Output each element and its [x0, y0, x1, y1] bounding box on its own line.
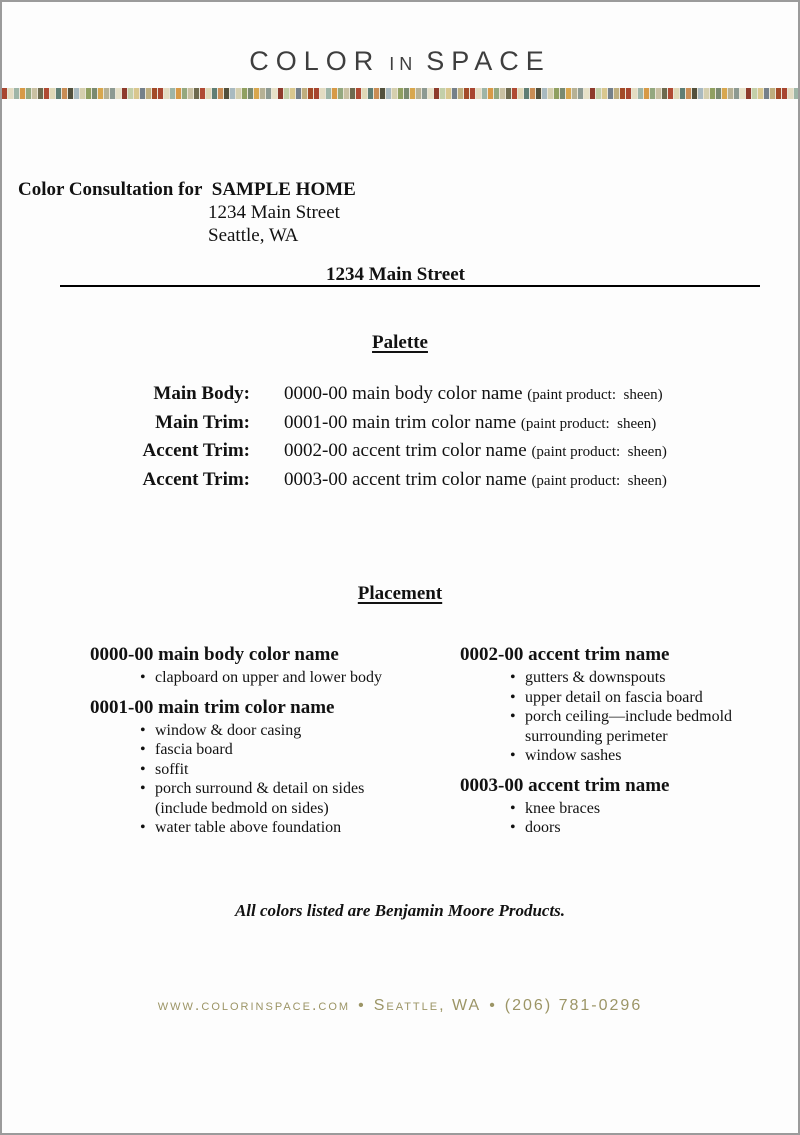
stripe-tile — [194, 88, 199, 99]
placement-item-line: • water table above foundation — [140, 819, 342, 836]
footer-website: www.colorinspace.com — [157, 997, 351, 1014]
stripe-tile — [212, 88, 217, 99]
palette-rows — [2, 383, 798, 497]
palette-row-label: Main Body: — [153, 383, 250, 404]
stripe-tile — [164, 88, 169, 99]
stripe-tile — [206, 88, 211, 99]
stripe-tile — [794, 88, 798, 99]
palette-title: Palette — [372, 332, 428, 353]
stripe-tile — [440, 88, 445, 99]
palette-row-value: 0000-00 main body color name (paint product: sheen) — [284, 383, 663, 404]
stripe-tile — [290, 88, 295, 99]
stripe-tile — [272, 88, 277, 99]
stripe-tile — [44, 88, 49, 99]
placement-item-line: • gutters & downspouts — [510, 669, 666, 686]
stripe-tile — [110, 88, 115, 99]
stripe-tile — [80, 88, 85, 99]
consultation-line — [18, 178, 356, 201]
bullet-icon: • — [140, 819, 146, 836]
stripe-tile — [566, 88, 571, 99]
stripe-tile — [404, 88, 409, 99]
stripe-tile — [230, 88, 235, 99]
stripe-tile — [314, 88, 319, 99]
stripe-tile — [716, 88, 721, 99]
placement-item — [90, 779, 400, 818]
stripe-tile — [506, 88, 511, 99]
palette-row-label: Main Trim: — [155, 411, 250, 433]
stripe-tile — [344, 88, 349, 99]
placement-columns — [2, 644, 798, 838]
stripe-tile — [320, 88, 325, 99]
stripe-tile — [20, 88, 25, 99]
stripe-tile — [140, 88, 145, 99]
stripe-tile — [410, 88, 415, 99]
placement-group-heading: 0002-00 accent trim name — [460, 644, 670, 665]
stripe-tile — [338, 88, 343, 99]
placement-column-right — [460, 644, 770, 838]
stripe-tile — [638, 88, 643, 99]
placement-item — [90, 740, 400, 760]
stripe-tile — [476, 88, 481, 99]
placement-item-list — [90, 721, 400, 838]
stripe-tile — [602, 88, 607, 99]
stripe-tile — [626, 88, 631, 99]
stripe-tile — [392, 88, 397, 99]
stripe-tile — [644, 88, 649, 99]
palette-row-note: (paint product: sheen) — [531, 444, 667, 460]
stripe-tile — [50, 88, 55, 99]
stripe-tile — [590, 88, 595, 99]
stripe-tile — [764, 88, 769, 99]
consultation-label: Color Consultation for — [18, 179, 203, 200]
stripe-tile — [584, 88, 589, 99]
logo-word-in: IN — [389, 54, 418, 74]
footer-separator: • — [489, 997, 497, 1014]
stripe-tile — [14, 88, 19, 99]
stripe-tile — [8, 88, 13, 99]
stripe-tile — [248, 88, 253, 99]
client-name: SAMPLE HOME — [211, 179, 356, 200]
stripe-tile — [146, 88, 151, 99]
stripe-tile — [560, 88, 565, 99]
stripe-tile — [782, 88, 787, 99]
palette-row-note: (paint product: sheen) — [531, 472, 667, 489]
stripe-tile — [680, 88, 685, 99]
stripe-tile — [668, 88, 673, 99]
stripe-tile — [482, 88, 487, 99]
stripe-tile — [734, 88, 739, 99]
stripe-tile — [86, 88, 91, 99]
placement-item-line: • upper detail on fascia board — [510, 688, 703, 706]
client-address-city: Seattle, WA — [208, 225, 299, 246]
placement-item-line: • window sashes — [510, 747, 622, 764]
stripe-tile — [740, 88, 745, 99]
palette-section — [2, 332, 798, 497]
stripe-tile — [122, 88, 127, 99]
placement-item-line: • porch ceiling—include bedmold — [510, 708, 733, 725]
palette-row-note: (paint product: sheen) — [520, 415, 657, 432]
bullet-icon: • — [140, 741, 146, 758]
banner-address: 1234 Main Street — [326, 264, 465, 285]
placement-item-line: • knee braces — [510, 799, 601, 817]
stripe-tile — [512, 88, 517, 99]
stripe-tile — [674, 88, 679, 99]
stripe-tile — [452, 88, 457, 99]
bullet-icon: • — [510, 747, 516, 764]
palette-row — [2, 383, 798, 412]
placement-item — [90, 721, 400, 741]
stripe-tile — [74, 88, 79, 99]
placement-title: Placement — [357, 583, 443, 604]
stripe-tile — [662, 88, 667, 99]
placement-item-list — [460, 799, 770, 838]
stripe-tile — [620, 88, 625, 99]
stripe-tile — [332, 88, 337, 99]
stripe-tile — [278, 88, 283, 99]
placement-item-list — [90, 668, 400, 688]
stripe-tile — [698, 88, 703, 99]
stripe-tile — [296, 88, 301, 99]
stripe-tile — [170, 88, 175, 99]
stripe-tile — [578, 88, 583, 99]
stripe-tile — [728, 88, 733, 99]
stripe-tile — [200, 88, 205, 99]
stripe-tile — [770, 88, 775, 99]
stripe-tile — [116, 88, 121, 99]
stripe-tile — [632, 88, 637, 99]
stripe-tile — [326, 88, 331, 99]
placement-group — [460, 644, 770, 766]
stripe-tile — [38, 88, 43, 99]
bullet-icon: • — [510, 688, 516, 706]
stripe-tile — [32, 88, 37, 99]
stripe-tile — [416, 88, 421, 99]
bullet-icon: • — [510, 669, 516, 686]
mosaic-stripe — [2, 88, 798, 99]
placement-item — [460, 668, 770, 688]
stripe-tile — [104, 88, 109, 99]
placement-item-line: • clapboard on upper and lower body — [140, 669, 383, 686]
stripe-tile — [548, 88, 553, 99]
stripe-tile — [704, 88, 709, 99]
palette-row — [2, 412, 798, 441]
stripe-tile — [224, 88, 229, 99]
stripe-tile — [374, 88, 379, 99]
stripe-tile — [380, 88, 385, 99]
palette-row-value: 0002-00 accent trim color name (paint product: sheen) — [284, 440, 667, 461]
logo-word-space: SPACE — [426, 46, 551, 76]
placement-item — [460, 688, 770, 708]
palette-row-label: Accent Trim: — [142, 440, 250, 461]
footer-phone: (206) 781-0296 — [504, 997, 643, 1014]
stripe-tile — [500, 88, 505, 99]
placement-item-continuation: surrounding perimeter — [525, 727, 668, 745]
bullet-icon: • — [510, 799, 516, 817]
stripe-tile — [788, 88, 793, 99]
stripe-tile — [302, 88, 307, 99]
stripe-tile — [128, 88, 133, 99]
stripe-tile — [98, 88, 103, 99]
stripe-tile — [746, 88, 751, 99]
banner-line-right — [466, 265, 760, 287]
stripe-tile — [26, 88, 31, 99]
consultation-block — [18, 178, 356, 247]
stripe-tile — [458, 88, 463, 99]
placement-item — [460, 818, 770, 838]
stripe-tile — [536, 88, 541, 99]
placement-item — [90, 818, 400, 838]
palette-row-value: 0003-00 accent trim color name (paint product: sheen) — [284, 468, 667, 490]
palette-row-label: Accent Trim: — [142, 468, 250, 490]
stripe-tile — [242, 88, 247, 99]
placement-item — [90, 668, 400, 688]
stripe-tile — [776, 88, 781, 99]
stripe-tile — [158, 88, 163, 99]
banner-line-left — [60, 265, 325, 287]
palette-row-value: 0001-00 main trim color name (paint product: sheen) — [284, 411, 657, 433]
stripe-tile — [470, 88, 475, 99]
placement-group — [90, 644, 400, 688]
stripe-tile — [692, 88, 697, 99]
stripe-tile — [656, 88, 661, 99]
placement-item — [460, 799, 770, 819]
stripe-tile — [710, 88, 715, 99]
footer-separator: • — [358, 997, 366, 1014]
placement-item-line: • window & door casing — [140, 721, 302, 739]
stripe-tile — [284, 88, 289, 99]
stripe-tile — [758, 88, 763, 99]
stripe-tile — [752, 88, 757, 99]
placement-item-continuation: (include bedmold on sides) — [155, 799, 329, 817]
placement-item — [460, 707, 770, 746]
placement-group-heading: 0001-00 main trim color name — [90, 696, 335, 718]
stripe-tile — [494, 88, 499, 99]
stripe-tile — [530, 88, 535, 99]
stripe-tile — [134, 88, 139, 99]
placement-item-line: • porch surround & detail on sides — [140, 780, 365, 797]
bullet-icon: • — [510, 708, 516, 725]
stripe-tile — [218, 88, 223, 99]
stripe-tile — [542, 88, 547, 99]
placement-group — [460, 775, 770, 838]
stripe-tile — [266, 88, 271, 99]
stripe-tile — [92, 88, 97, 99]
placement-section — [2, 583, 798, 838]
placement-group-heading: 0000-00 main body color name — [90, 644, 339, 665]
stripe-tile — [368, 88, 373, 99]
address-banner — [60, 265, 760, 287]
stripe-tile — [152, 88, 157, 99]
palette-row — [2, 440, 798, 469]
stripe-tile — [608, 88, 613, 99]
stripe-tile — [686, 88, 691, 99]
placement-item-list — [460, 668, 770, 766]
palette-row — [2, 469, 798, 498]
stripe-tile — [56, 88, 61, 99]
stripe-tile — [350, 88, 355, 99]
stripe-tile — [308, 88, 313, 99]
bullet-icon: • — [140, 669, 146, 686]
client-address-street: 1234 Main Street — [208, 202, 340, 223]
placement-item-line: • fascia board — [140, 741, 233, 758]
stripe-tile — [464, 88, 469, 99]
placement-item-line: • doors — [510, 819, 561, 836]
placement-item — [90, 760, 400, 780]
bullet-icon: • — [140, 780, 146, 797]
stripe-tile — [650, 88, 655, 99]
placement-group — [90, 697, 400, 838]
stripe-tile — [446, 88, 451, 99]
palette-row-note: (paint product: sheen) — [527, 387, 663, 403]
stripe-tile — [488, 88, 493, 99]
products-note: All colors listed are Benjamin Moore Products. — [234, 901, 566, 920]
footer-city: Seattle, WA — [373, 997, 482, 1014]
stripe-tile — [428, 88, 433, 99]
stripe-tile — [524, 88, 529, 99]
stripe-tile — [176, 88, 181, 99]
logo — [2, 46, 798, 77]
stripe-tile — [68, 88, 73, 99]
stripe-tile — [596, 88, 601, 99]
placement-column-left — [90, 644, 400, 838]
stripe-tile — [434, 88, 439, 99]
stripe-tile — [188, 88, 193, 99]
stripe-tile — [62, 88, 67, 99]
bullet-icon: • — [140, 760, 146, 778]
placement-item-line: • soffit — [140, 760, 189, 778]
stripe-tile — [398, 88, 403, 99]
bullet-icon: • — [510, 819, 516, 836]
stripe-tile — [554, 88, 559, 99]
stripe-tile — [422, 88, 427, 99]
bullet-icon: • — [140, 721, 146, 739]
stripe-tile — [260, 88, 265, 99]
stripe-tile — [572, 88, 577, 99]
stripe-tile — [518, 88, 523, 99]
placement-item — [460, 746, 770, 766]
logo-word-color: COLOR — [249, 46, 381, 76]
stripe-tile — [2, 88, 7, 99]
footer-contact — [2, 997, 798, 1015]
stripe-tile — [236, 88, 241, 99]
placement-group-heading: 0003-00 accent trim name — [460, 774, 670, 796]
stripe-tile — [356, 88, 361, 99]
stripe-tile — [182, 88, 187, 99]
stripe-tile — [614, 88, 619, 99]
stripe-tile — [386, 88, 391, 99]
stripe-tile — [722, 88, 727, 99]
stripe-tile — [254, 88, 259, 99]
stripe-tile — [362, 88, 367, 99]
